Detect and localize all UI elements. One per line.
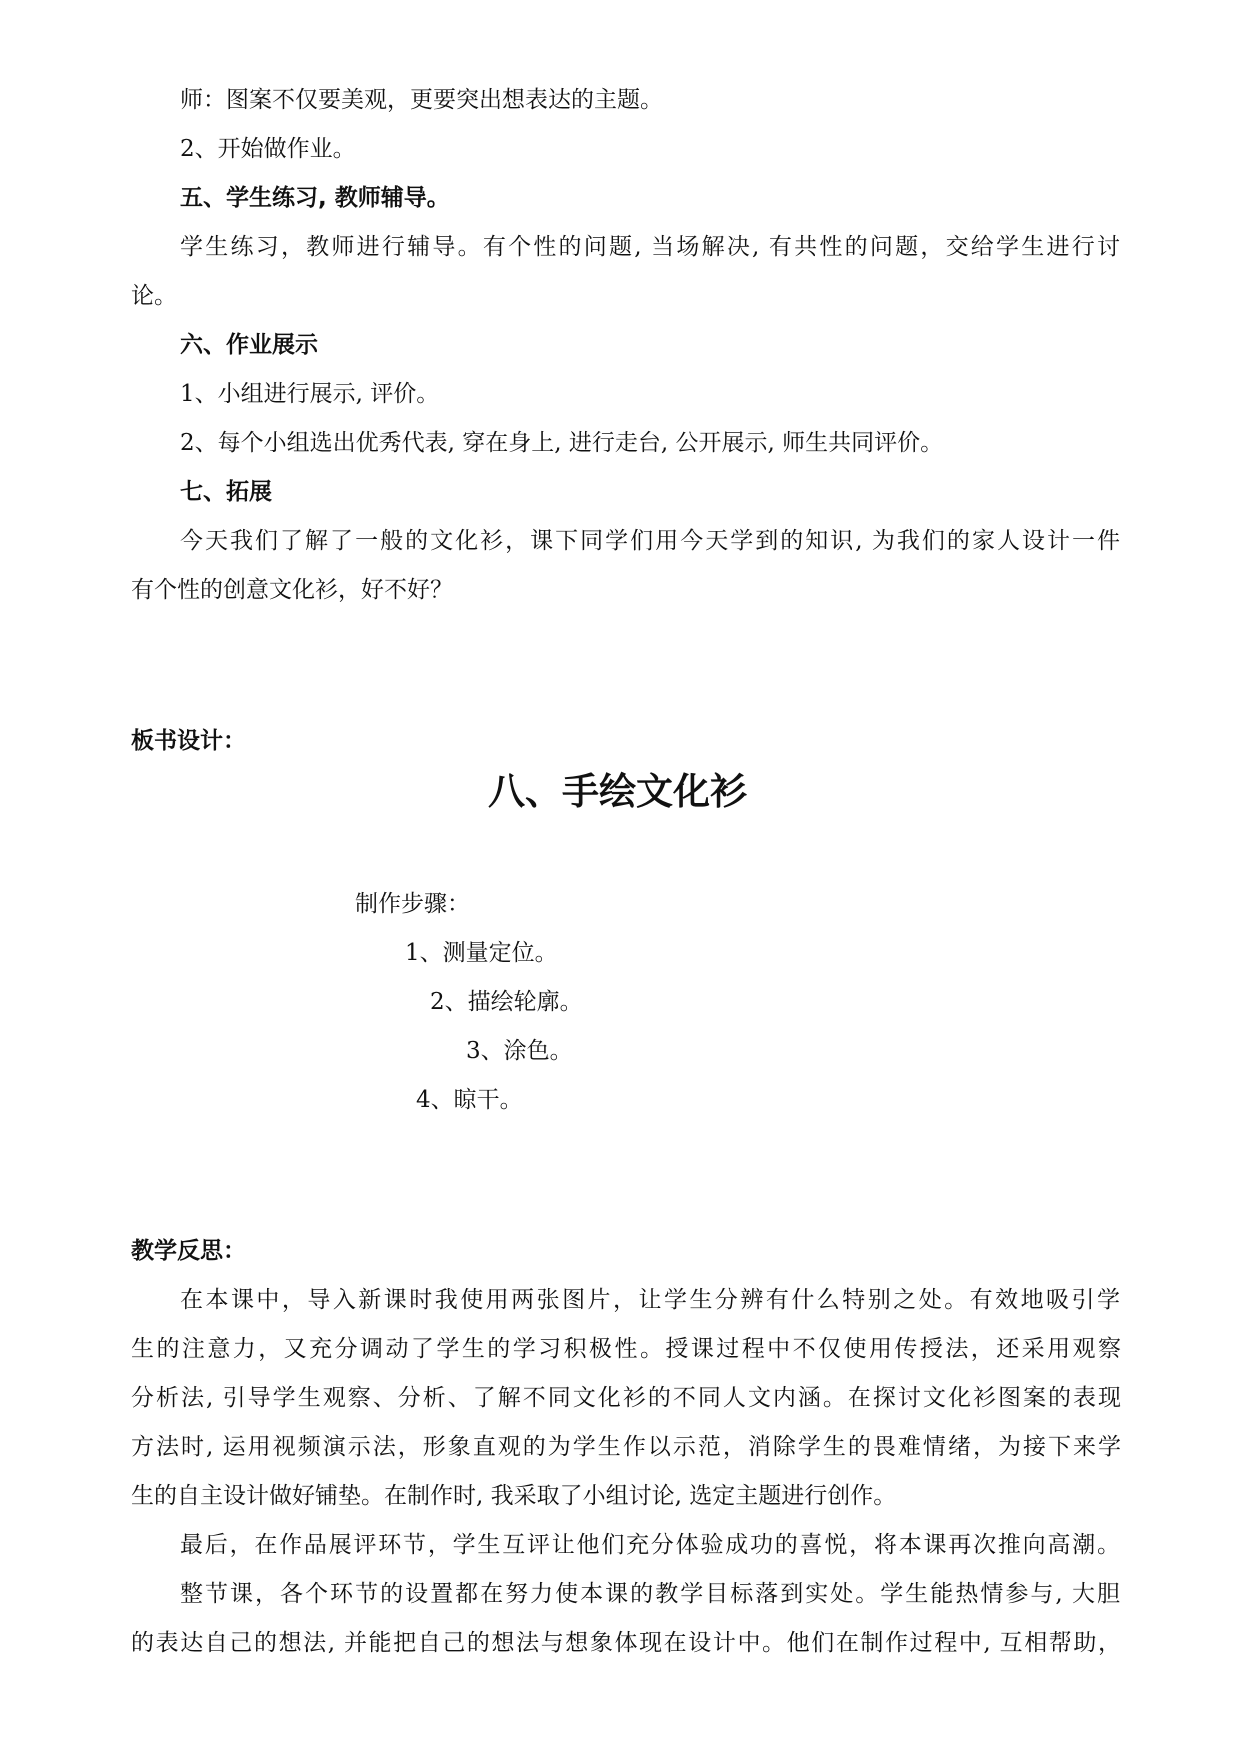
step-4: 4、晾干。 xyxy=(416,1087,523,1113)
teacher-line: 师：图案不仅要美观，更要突出想表达的主题。 xyxy=(180,87,663,113)
step-2: 2、描绘轮廓。 xyxy=(430,989,583,1015)
section-heading-7: 七、拓展 xyxy=(180,479,272,505)
reflection-line-8: 的表达自己的想法, 并能把自己的想法与想象体现在设计中。他们在制作过程中, 互相帮助， xyxy=(131,1630,1121,1656)
section-heading-6: 六、作业展示 xyxy=(180,332,318,358)
reflection-line-7: 整节课，各个环节的设置都在努力使本课的教学目标落到实处。学生能热情参与, 大胆 xyxy=(180,1581,1120,1607)
reflection-line-3: 分析法, 引导学生观察、分析、了解不同文化衫的不同人文内涵。在探讨文化衫图案的表现 xyxy=(131,1385,1121,1411)
steps-label: 制作步骤： xyxy=(355,891,470,917)
reflection-line-4: 方法时, 运用视频演示法，形象直观的为学生作以示范，消除学生的畏难情绪，为接下来学 xyxy=(131,1434,1121,1460)
extension-paragraph-line-2: 有个性的创意文化衫，好不好？ xyxy=(131,577,453,603)
extension-paragraph-line-1: 今天我们了解了一般的文化衫，课下同学们用今天学到的知识, 为我们的家人设计一件 xyxy=(180,528,1120,554)
group-runway-line: 2、每个小组选出优秀代表, 穿在身上, 进行走台, 公开展示, 师生共同评价。 xyxy=(180,430,944,456)
start-homework-line: 2、开始做作业。 xyxy=(180,136,356,162)
reflection-line-5: 生的自主设计做好铺垫。在制作时, 我采取了小组讨论, 选定主题进行创作。 xyxy=(131,1483,897,1509)
reflection-line-6: 最后，在作品展评环节，学生互评让他们充分体验成功的喜悦，将本课再次推向高潮。 xyxy=(180,1532,1120,1558)
reflection-label: 教学反思： xyxy=(131,1238,246,1264)
practice-paragraph-line-2: 论。 xyxy=(131,283,177,309)
practice-paragraph-line-1: 学生练习，教师进行辅导。有个性的问题, 当场解决, 有共性的问题，交给学生进行讨 xyxy=(180,234,1120,260)
board-design-label: 板书设计： xyxy=(131,728,246,754)
step-1: 1、测量定位。 xyxy=(405,940,558,966)
step-3: 3、涂色。 xyxy=(466,1038,573,1064)
reflection-line-1: 在本课中，导入新课时我使用两张图片，让学生分辨有什么特别之处。有效地吸引学 xyxy=(180,1287,1120,1313)
board-title: 八、手绘文化衫 xyxy=(488,770,747,813)
section-heading-5: 五、学生练习, 教师辅导。 xyxy=(180,185,450,211)
reflection-line-2: 生的注意力，又充分调动了学生的学习积极性。授课过程中不仅使用传授法，还采用观察 xyxy=(131,1336,1121,1362)
group-display-line: 1、小组进行展示, 评价。 xyxy=(180,381,440,407)
